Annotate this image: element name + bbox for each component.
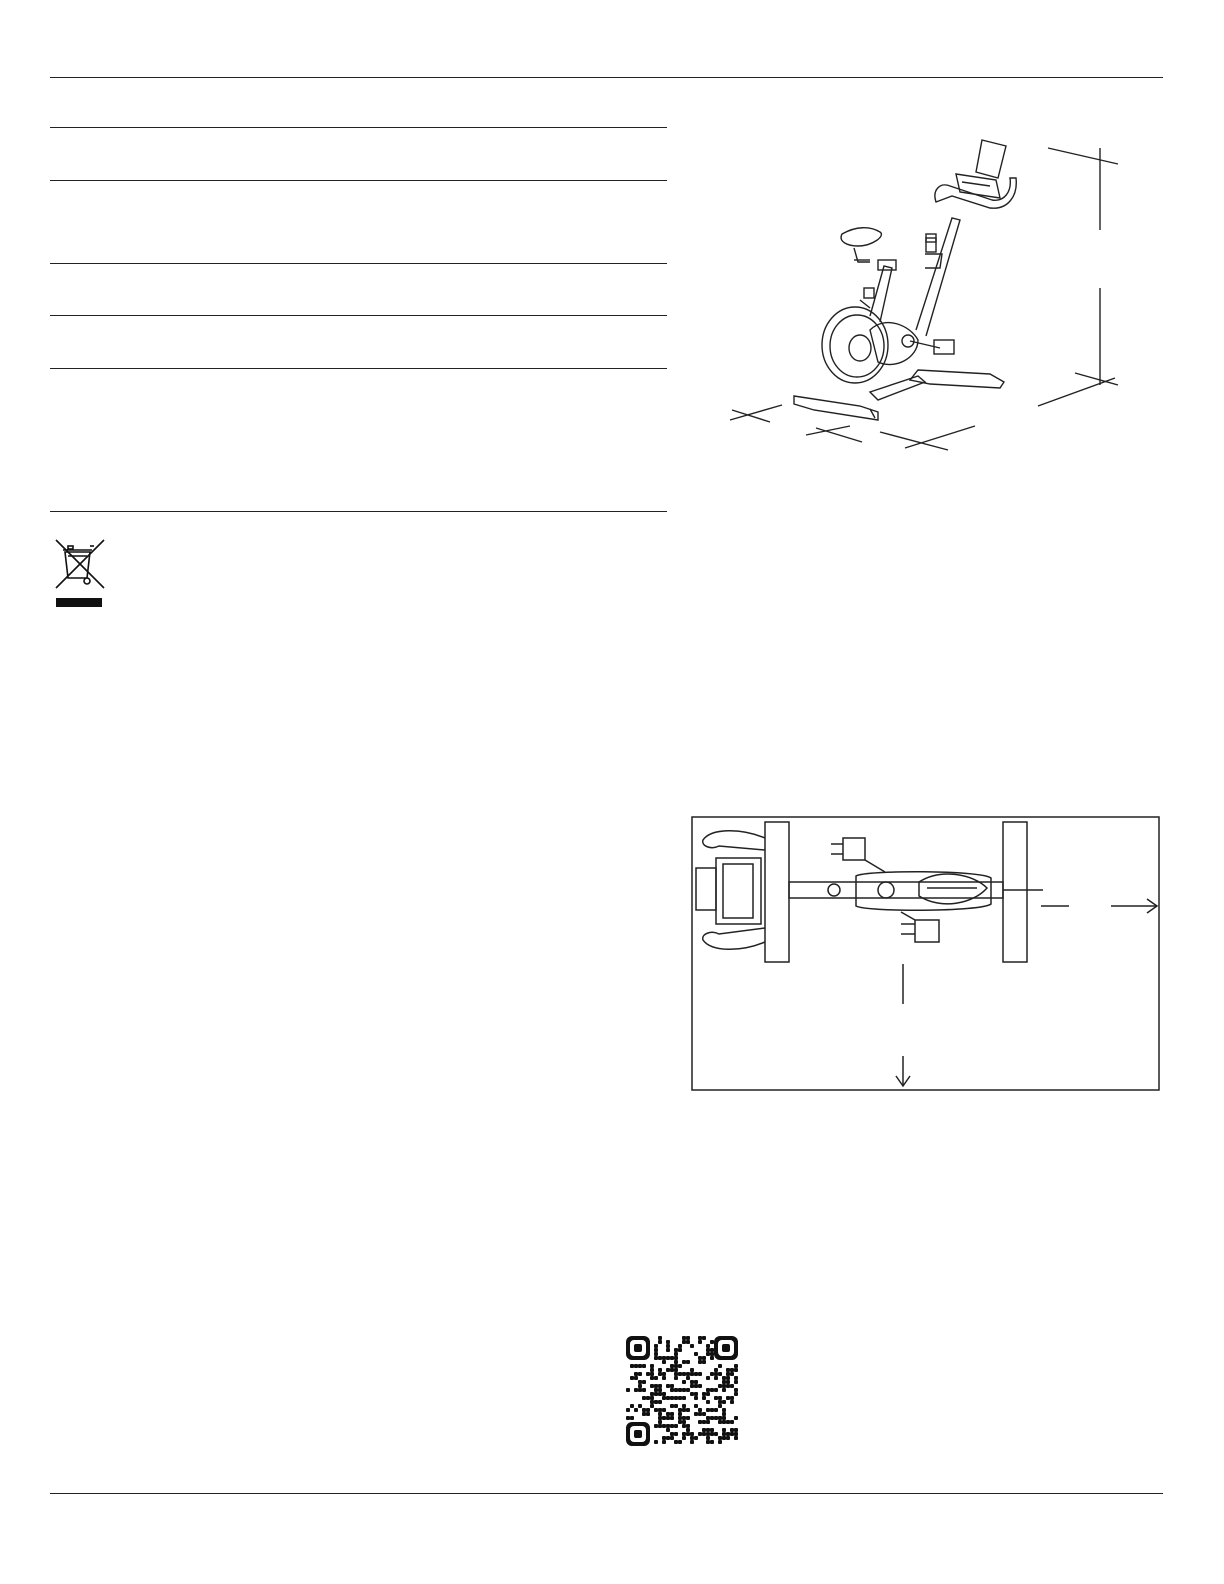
header-rule (50, 77, 1163, 78)
spec-row-divider (50, 368, 667, 369)
bike-isometric-figure (720, 130, 1120, 460)
bike-top-view-figure (691, 816, 1161, 1092)
weee-symbol (52, 536, 108, 610)
exercise-bike-top-view-drawing (691, 816, 1161, 1092)
spec-row-divider (50, 263, 667, 264)
qr-code-icon (626, 1336, 738, 1446)
exercise-bike-isometric-drawing (720, 130, 1120, 460)
qr-code[interactable] (626, 1336, 738, 1446)
crossed-out-wheeled-bin-icon (52, 536, 108, 610)
spec-row-divider (50, 315, 667, 316)
spec-row-divider (50, 511, 667, 512)
spec-row-divider (50, 127, 667, 128)
footer-rule (50, 1493, 1163, 1494)
spec-row-divider (50, 180, 667, 181)
